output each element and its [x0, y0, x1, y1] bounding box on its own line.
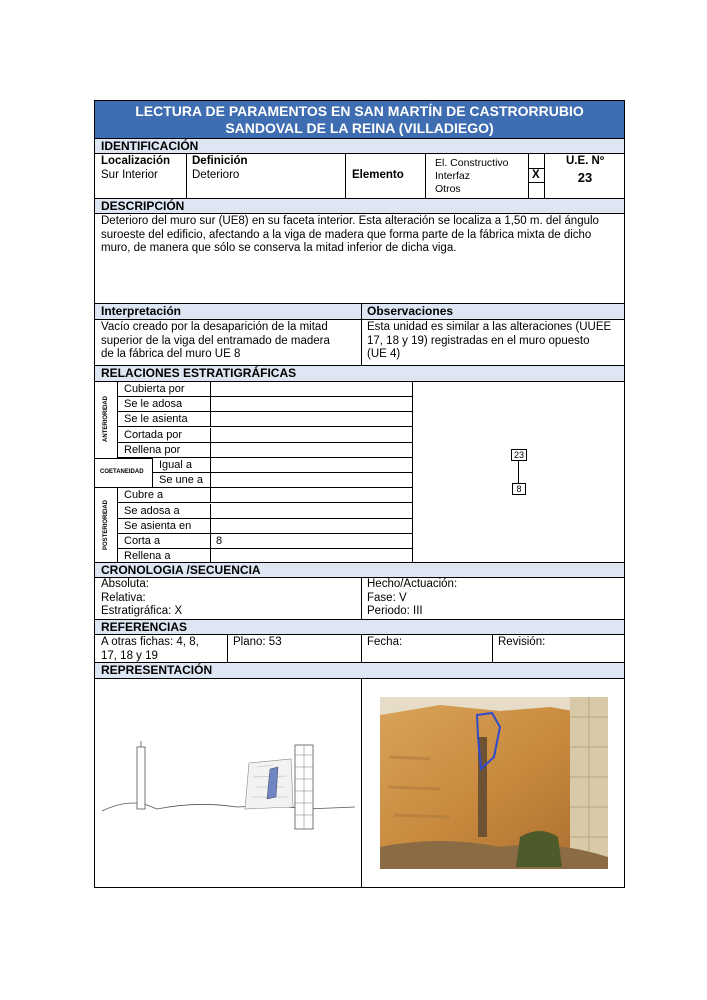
relation-label: Se une a	[159, 474, 204, 487]
observaciones-text	[367, 321, 611, 362]
ue-value: 23	[577, 170, 593, 185]
group-anterioridad	[95, 382, 118, 458]
record-sheet	[94, 100, 625, 888]
harris-connector	[518, 461, 519, 483]
relation-row	[118, 534, 412, 549]
relation-label: Cortada por	[124, 428, 183, 441]
site-photo	[380, 697, 608, 869]
interpretacion-line: Vacío creado por la desaparición de la mitad	[101, 321, 328, 333]
descripcion-text	[101, 215, 621, 256]
relation-label: Rellena a	[124, 550, 171, 563]
descripcion-line: suroeste del edificio, afectando a la viga de madera que forma parte de la fábrica mixta de dicho	[101, 228, 592, 241]
observaciones-line: 17, 18 y 19) registradas en el muro opuesto	[367, 334, 590, 347]
relation-row	[118, 382, 412, 397]
plano-label: Plano: 53	[233, 636, 282, 648]
localizacion-value: Sur Interior	[101, 169, 158, 181]
estratigrafica-label: Estratigráfica: X	[101, 605, 183, 617]
elevation-drawing	[97, 681, 359, 886]
relation-divider	[210, 458, 211, 472]
interpretacion-text	[101, 321, 330, 362]
elemento-mark: X	[532, 169, 540, 181]
interpretacion-line: superior de la viga del entramado de madera	[101, 334, 330, 347]
coetaneidad-label: COETANEIDAD	[100, 469, 144, 475]
relation-row	[118, 443, 412, 458]
relation-label: Igual a	[159, 459, 193, 471]
periodo-label: Periodo: III	[367, 605, 423, 617]
hecho-label: Hecho/Actuación:	[367, 578, 458, 590]
representacion-header: REPRESENTACIÓN	[95, 662, 624, 679]
relation-divider	[210, 428, 211, 442]
relation-row	[118, 397, 412, 412]
observaciones-line: Esta unidad es similar a las alteraciones (UUEE	[367, 321, 612, 333]
relation-divider	[210, 473, 211, 487]
cronologia-header: CRONOLOGIA /SECUENCIA	[95, 562, 624, 578]
relation-row	[118, 519, 412, 534]
referencias-header: REFERENCIAS	[95, 619, 624, 635]
relation-divider	[210, 534, 211, 548]
observaciones-line: (UE 4)	[367, 348, 401, 360]
otras-fichas-line: A otras fichas: 4, 8,	[101, 636, 199, 648]
relation-label: Cubre a	[124, 489, 164, 502]
harris-node-23: 23	[511, 449, 527, 461]
observaciones-header: Observaciones	[367, 304, 454, 318]
relation-divider	[210, 397, 211, 411]
fecha-label: Fecha:	[367, 636, 403, 648]
group-posterioridad	[95, 488, 118, 564]
relation-row	[153, 458, 412, 473]
ue-label: U.E. Nº	[565, 155, 605, 167]
relation-value: 8	[216, 535, 223, 547]
group-coetaneidad	[95, 458, 153, 488]
relation-divider	[210, 488, 211, 502]
interpretacion-header: Interpretación	[101, 304, 182, 318]
relation-label: Se adosa a	[124, 504, 180, 517]
relation-label: Se le adosa	[124, 398, 183, 411]
relation-divider	[210, 382, 211, 396]
otras-fichas-line: 17, 18 y 19	[101, 649, 158, 662]
posterioridad-label: POSTERIORIDAD	[103, 500, 109, 551]
harris-node-8: 8	[512, 483, 526, 495]
sheet-title	[95, 101, 624, 139]
relation-label: Corta a	[124, 535, 161, 547]
cronologia-right	[367, 578, 457, 619]
descripcion-header: DESCRIPCIÓN	[95, 198, 624, 214]
elemento-option-otros: Otros	[435, 183, 461, 195]
relation-divider	[210, 519, 211, 533]
definicion-value: Deterioro	[192, 169, 240, 181]
title-line-2: SANDOVAL DE LA REINA (VILLADIEGO)	[225, 120, 494, 136]
revision-label: Revisión:	[498, 636, 546, 648]
relaciones-header: RELACIONES ESTRATIGRÁFICAS	[95, 365, 624, 382]
relation-row	[118, 412, 412, 427]
cronologia-left	[101, 578, 182, 619]
definicion-label: Definición	[192, 155, 248, 167]
fase-label: Fase: V	[367, 591, 407, 604]
relation-label: Se asienta en	[124, 519, 192, 532]
relation-divider	[210, 412, 211, 426]
elemento-option-interfaz: Interfaz	[435, 170, 471, 182]
descripcion-line: Deterioro del muro sur (UE8) en su faceta interior. Esta alteración se localiza a 1,50 m. del ángulo	[101, 215, 599, 227]
interpretacion-line: de la fábrica del muro UE 8	[101, 348, 241, 360]
elemento-label: Elemento	[352, 169, 404, 181]
relation-divider	[210, 504, 211, 518]
localizacion-label: Localización	[101, 155, 171, 167]
descripcion-line: muro, de manera que sólo se conserva la mitad inferior de dicha viga.	[101, 242, 457, 254]
identificacion-header: IDENTIFICACIÓN	[95, 138, 624, 154]
relation-divider	[210, 443, 211, 457]
relation-row	[118, 428, 412, 443]
absoluta-label: Absoluta:	[101, 578, 149, 590]
relation-label: Se le asienta	[124, 413, 188, 426]
relation-row	[153, 473, 412, 488]
anterioridad-label: ANTERIORIDAD	[103, 396, 109, 442]
title-line-1: LECTURA DE PARAMENTOS EN SAN MARTÍN DE CASTRORRUBIO	[135, 103, 584, 119]
otras-fichas	[101, 636, 199, 663]
relation-label: Rellena por	[124, 443, 181, 456]
elemento-option-constructivo: El. Constructivo	[435, 157, 509, 169]
relation-row	[118, 488, 412, 503]
relation-row	[118, 504, 412, 519]
relativa-label: Relativa:	[101, 591, 146, 604]
relation-label: Cubierta por	[124, 383, 185, 395]
